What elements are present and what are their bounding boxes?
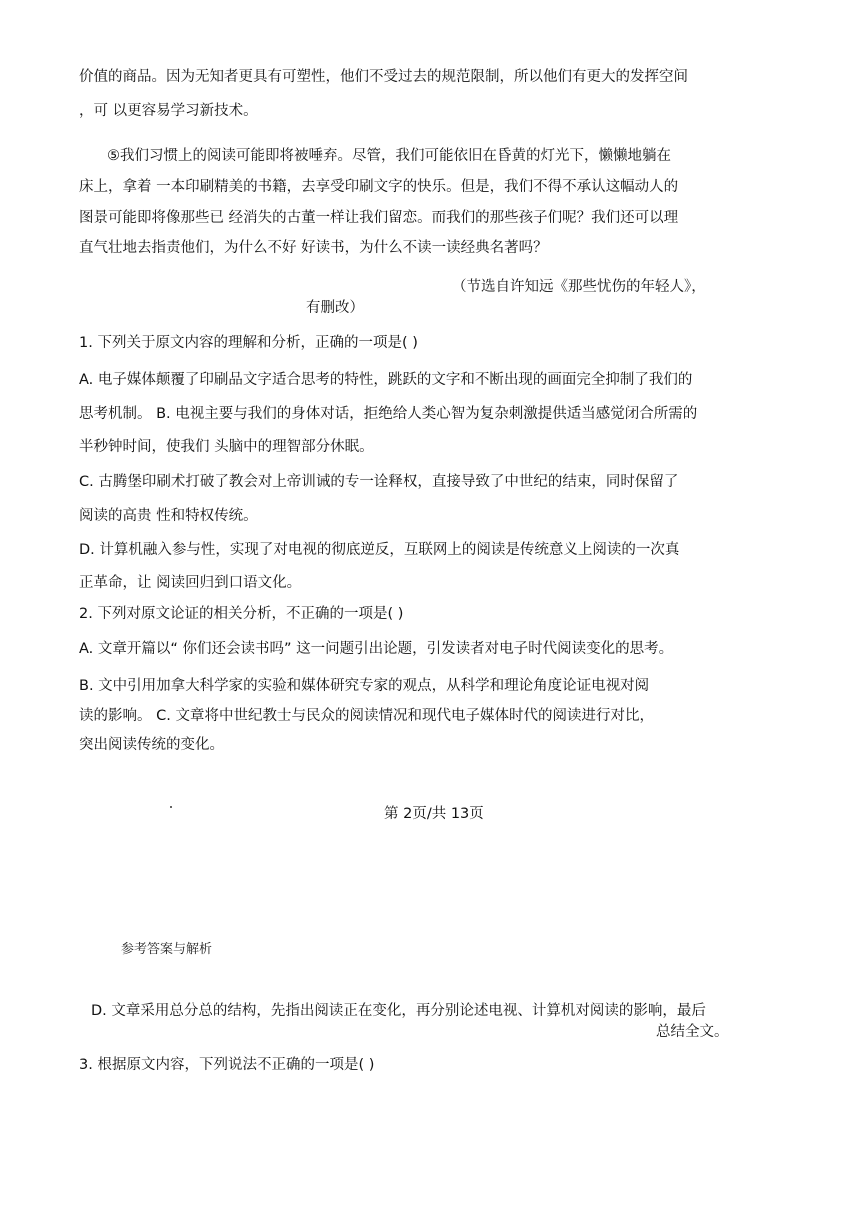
- paragraph-4-line-1: 价值的商品。因为无知者更具有可塑性，他们不受过去的规范限制，所以他们有更大的发挥空间: [79, 69, 688, 85]
- paragraph-5-line-2: 床上，拿着 一本印刷精美的书籍，去享受印刷文字的快乐。但是，我们不得不承认这幅动人的: [79, 179, 679, 195]
- stray-dot: [170, 806, 172, 808]
- question-2-option-d-line-2: 总结全文。: [656, 1024, 729, 1040]
- question-1-option-a-line-1: A. 电子媒体颠覆了印刷品文字适合思考的特性，跳跃的文字和不断出现的画面完全抑制了我们的: [79, 372, 693, 388]
- question-1-option-a-line-3: 半秒钟时间，使我们 头脑中的理智部分休眠。: [79, 439, 374, 455]
- question-2-option-b-line-2: 读的影响。 C. 文章将中世纪教士与民众的阅读情况和现代电子媒体时代的阅读进行对比，: [79, 708, 654, 724]
- source-citation-line-2: 有删改）: [306, 300, 364, 316]
- question-1-stem: 1. 下列关于原文内容的理解和分析，正确的一项是( ): [79, 335, 418, 351]
- question-1-option-a-line-2: 思考机制。 B. 电视主要与我们的身体对话，拒绝给人类心智为复杂刺激提供适当感觉闭合所需的: [79, 406, 698, 422]
- question-1-option-d-line-2: 正革命，让 阅读回归到口语文化。: [79, 575, 302, 591]
- paragraph-5-line-4: 直气壮地去指责他们，为什么不好 好读书，为什么不读一读经典名著吗？: [79, 240, 548, 256]
- question-1-option-d-line-1: D. 计算机融入参与性，实现了对电视的彻底逆反，互联网上的阅读是传统意义上阅读的一次真: [79, 542, 680, 558]
- paragraph-5-line-1: ⑤我们习惯上的阅读可能即将被唾弃。尽管，我们可能依旧在昏黄的灯光下，懒懒地躺在: [107, 148, 671, 164]
- paragraph-5-line-3: 图景可能即将像那些已 经消失的古董一样让我们留恋。而我们的那些孩子们呢？我们还可以理: [79, 210, 679, 226]
- answer-section-header: 参考答案与解析: [121, 942, 213, 957]
- question-2-stem: 2. 下列对原文论证的相关分析，不正确的一项是( ): [79, 606, 404, 622]
- question-2-option-b-line-1: B. 文中引用加拿大科学家的实验和媒体研究专家的观点，从科学和理论角度论证电视对阅: [79, 678, 650, 694]
- question-2-option-a: A. 文章开篇以“ 你们还会读书吗” 这一问题引出论题，引发读者对电子时代阅读变化的思考。: [79, 641, 674, 657]
- question-2-option-d-line-1: D. 文章采用总分总的结构，先指出阅读正在变化，再分别论述电视、计算机对阅读的影响，最后: [91, 1003, 706, 1019]
- question-2-option-b-line-3: 突出阅读传统的变化。: [79, 737, 224, 753]
- question-3-stem: 3. 根据原文内容，下列说法不正确的一项是( ): [79, 1057, 375, 1073]
- paragraph-4-line-2: ，可 以更容易学习新技术。: [79, 103, 258, 119]
- page-footer: 第 2页/共 13页: [384, 806, 484, 822]
- source-citation-line-1: （节选自许知远《那些忧伤的年轻人》，: [452, 279, 706, 295]
- question-1-option-c-line-2: 阅读的高贵 性和特权传统。: [79, 508, 258, 524]
- question-1-option-c-line-1: C. 古腾堡印刷术打破了教会对上帝训诫的专一诠释权，直接导致了中世纪的结束，同时保留了: [79, 474, 679, 490]
